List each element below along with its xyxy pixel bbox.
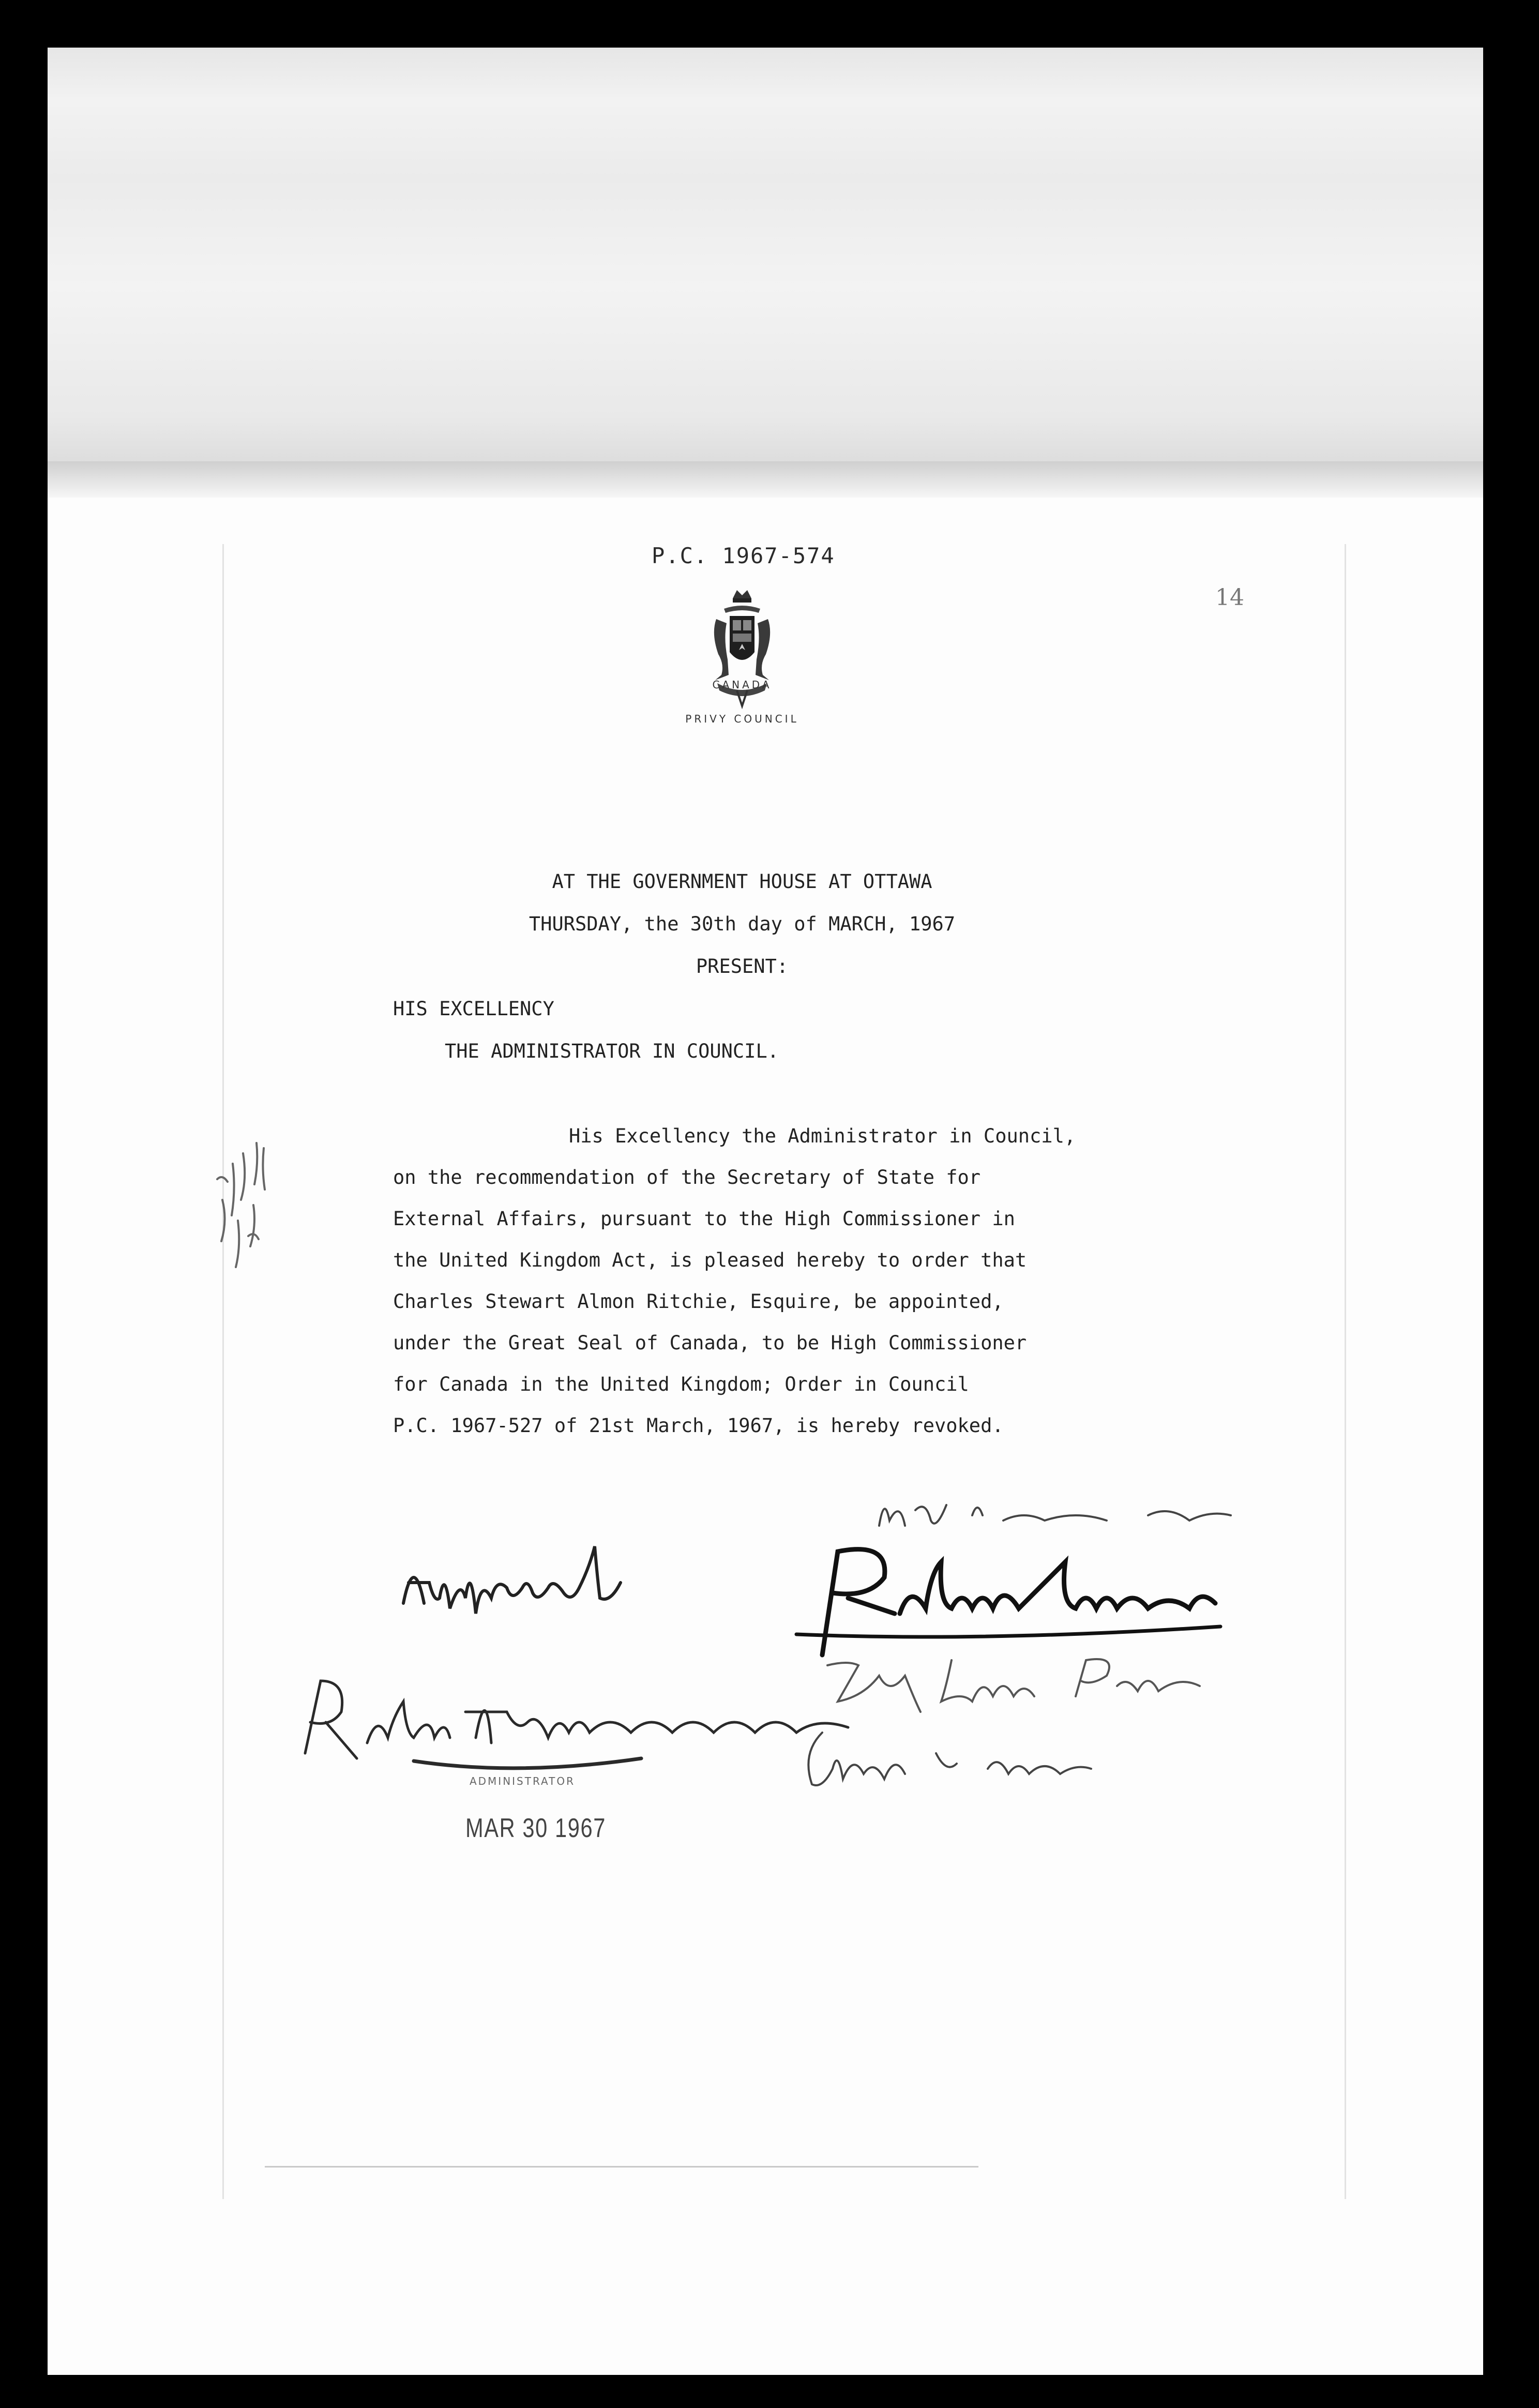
- body-line-4: the United Kingdom Act, is pleased hereby to order that: [393, 1249, 1027, 1271]
- page-number: 14: [1215, 584, 1244, 611]
- body-line-5: Charles Stewart Almon Ritchie, Esquire, be appointed,: [393, 1290, 1004, 1313]
- body-line-8: P.C. 1967-527 of 21st March, 1967, is hereby revoked.: [393, 1414, 1004, 1437]
- body-line-7: for Canada in the United Kingdom; Order in Council: [393, 1373, 969, 1395]
- body-line-3: External Affairs, pursuant to the High Commissioner in: [393, 1208, 1015, 1230]
- letterhead-privy-council: PRIVY COUNCIL: [685, 713, 799, 725]
- body-line-6: under the Great Seal of Canada, to be High Commissioner: [393, 1332, 1027, 1354]
- addressee-line-1: HIS EXCELLENCY: [393, 998, 554, 1020]
- order-number: P.C. 1967-574: [652, 543, 835, 568]
- paper-bottom-edge: [265, 2166, 978, 2168]
- margin-handwriting: [207, 1133, 274, 1277]
- sheet-fold-shadow: [48, 461, 1483, 498]
- jean-luc-pepin-signature: [817, 1645, 1220, 1717]
- body-line-2: on the recommendation of the Secretary of State for: [393, 1166, 981, 1188]
- present-line: PRESENT:: [696, 955, 789, 977]
- letterhead-country: CANADA: [712, 679, 772, 691]
- date-stamp: MAR 30 1967: [465, 1813, 606, 1843]
- venue-line: AT THE GOVERNMENT HOUSE AT OTTAWA: [552, 870, 932, 893]
- overlapping-sheet: [48, 48, 1483, 482]
- administrator-label: ADMINISTRATOR: [469, 1775, 576, 1787]
- canada-coat-of-arms-icon: [701, 577, 783, 711]
- paper-left-edge: [222, 544, 224, 2199]
- approved-handwriting: [393, 1526, 652, 1629]
- body-line-1: His Excellency the Administrator in Council,: [569, 1125, 1076, 1147]
- paper-right-edge: [1345, 544, 1346, 2199]
- addressee-line-2: THE ADMINISTRATOR IN COUNCIL.: [445, 1040, 779, 1062]
- date-line: THURSDAY, the 30th day of MARCH, 1967: [529, 913, 956, 935]
- third-minister-signature: [791, 1722, 1102, 1795]
- administrator-signature: [290, 1650, 869, 1784]
